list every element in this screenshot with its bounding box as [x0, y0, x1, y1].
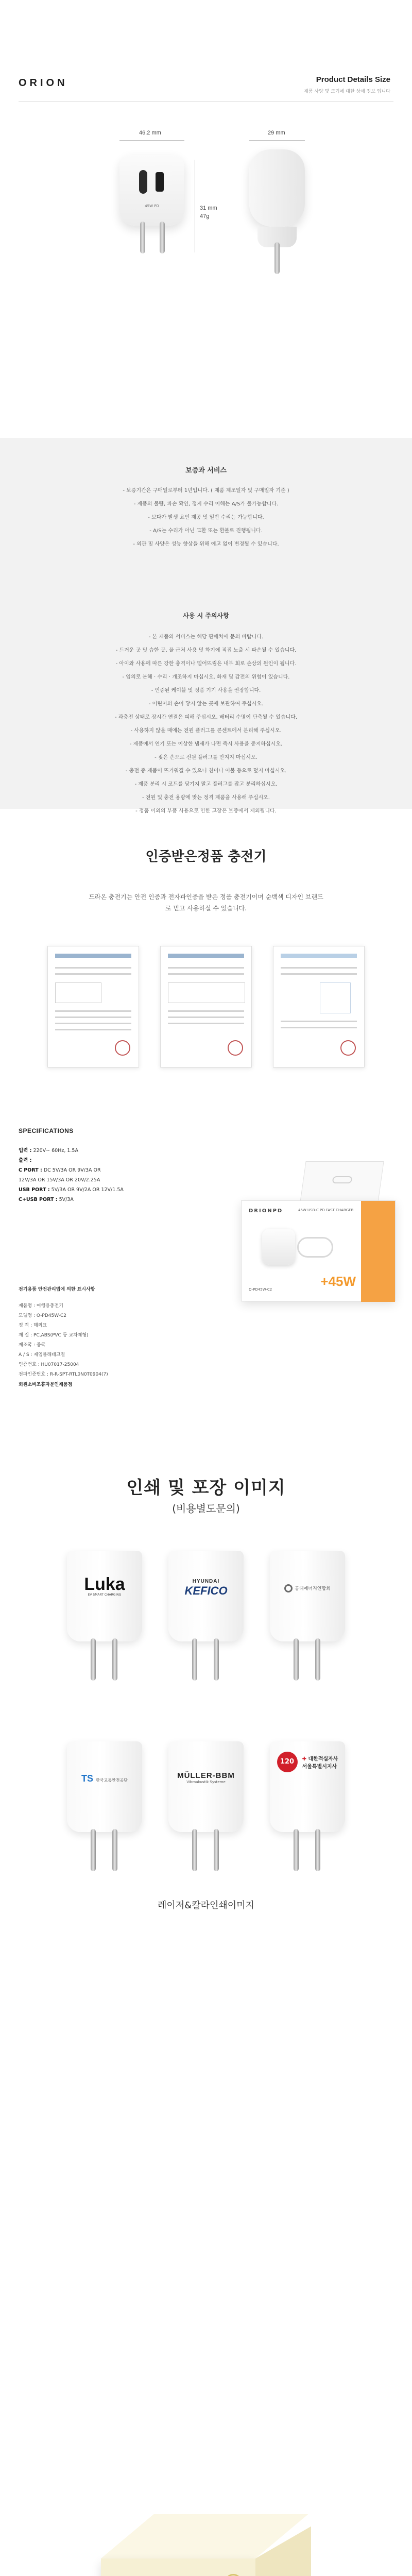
- organization-logo-icon: [284, 1584, 293, 1592]
- gift-box-image: [101, 2514, 311, 2576]
- caution-item: - 어린이의 손이 닿지 않는 곳에 보관하여 주십시오.: [148, 701, 264, 707]
- charger-body: [168, 1741, 244, 1832]
- doc-line: [168, 967, 244, 969]
- print-sample-kefico: [162, 1551, 250, 1690]
- print-logo: [168, 1771, 244, 1784]
- plug-pin: [294, 1829, 299, 1871]
- specifications: [19, 1127, 188, 1205]
- specifications-title: SPECIFICATIONS: [19, 1127, 74, 1134]
- doc-header-bar: [55, 954, 131, 958]
- ts-logo: TS: [81, 1773, 94, 1784]
- red-cross-icon: ✚: [302, 1756, 307, 1762]
- muller-subtext: Vibroakustik Systeme: [186, 1780, 226, 1784]
- package-product-type: 45W USB-C PD FAST CHARGER: [298, 1208, 354, 1212]
- caution-item: - 사용하지 않을 때에는 전원 플러그를 콘센트에서 분리해 주십시오.: [130, 728, 282, 734]
- width-label: 46.2 mm: [139, 130, 161, 136]
- package-model: O-PD45W-C2: [249, 1287, 272, 1292]
- plug-pin: [112, 1638, 117, 1681]
- caution-item: - 아이와 사용에 따른 강한 충격이나 떨어뜨림은 내부 회로 손상의 원인이 됩니다.: [115, 661, 297, 667]
- caution-item: - 과충전 상태로 장시간 연결은 피해 주십시오. 배터리 수명이 단축될 수 있습니다.: [114, 715, 298, 720]
- spec-value: 12V/3A OR 15V/3A OR 20V/2.25A: [19, 1177, 100, 1183]
- package-box: [241, 1200, 396, 1301]
- certification-title: 인증받은정품 충전기: [145, 849, 267, 865]
- kc-heading: 전기용품 안전관리법에 의한 표시사항: [19, 1287, 95, 1292]
- warranty-item: - A/S는 수리가 아닌 교환 또는 환불로 진행됩니다.: [149, 528, 263, 534]
- warranty-notice: [0, 438, 412, 814]
- kc-row: 모델명 : O-PD45W-C2: [19, 1313, 67, 1318]
- caution-item: - 정품 이외의 부품 사용으로 인한 고장은 보증에서 제외됩니다.: [135, 808, 277, 814]
- spec-label: 출력 :: [19, 1158, 32, 1163]
- package-wattage: +45W: [320, 1274, 356, 1289]
- printing-title: 인쇄 및 포장 이미지: [126, 1478, 286, 1498]
- warranty-item: - 외관 및 사양은 성능 향상을 위해 예고 없이 변경될 수 있습니다.: [133, 541, 279, 547]
- product-details-title: Product Details Size: [316, 75, 390, 84]
- hang-hole: [332, 1176, 353, 1183]
- kefico-logo: KEFICO: [184, 1584, 228, 1597]
- doc-header-bar: [168, 954, 244, 958]
- brand-logo: ORION: [19, 77, 68, 89]
- doc-line: [55, 967, 131, 969]
- doc-emblem: [320, 982, 351, 1013]
- anniversary-badge: 120: [277, 1752, 298, 1772]
- doc-header-bar: [281, 954, 357, 958]
- print-logo: [270, 1583, 345, 1592]
- doc-line: [281, 1027, 357, 1028]
- organization-text: 공대에너지연합회: [295, 1586, 331, 1591]
- weight-label: 47g: [200, 213, 210, 219]
- spec-value: 220V~ 60Hz, 1.5A: [33, 1148, 78, 1154]
- redcross-line1: 대한적십자사: [308, 1756, 338, 1762]
- gift-box-front: [101, 2558, 255, 2576]
- print-sample-muller: [162, 1741, 250, 1880]
- plug-pin: [214, 1829, 219, 1871]
- package-box-top: [300, 1161, 384, 1202]
- certificate-document-1: [47, 946, 139, 1067]
- charger-side-image: [249, 149, 305, 227]
- caution-item: - 젖은 손으로 전원 플러그를 만지지 마십시오.: [154, 755, 258, 760]
- doc-line: [55, 1029, 131, 1030]
- kc-row: 제품명 : 여행용충전기: [19, 1303, 64, 1309]
- doc-line: [168, 1023, 244, 1024]
- spec-label: USB PORT :: [19, 1187, 50, 1193]
- doc-line: [281, 1021, 357, 1022]
- muller-logo: MÜLLER-BBM: [177, 1771, 235, 1780]
- caution-item: - 인증된 케이블 및 정품 기기 사용을 권장합니다.: [151, 688, 261, 693]
- kc-row: A / S : 제임플래테크컬: [19, 1352, 65, 1358]
- caution-list: [57, 631, 355, 818]
- doc-stamp: [228, 1040, 243, 1056]
- certificate-document-2: [160, 946, 252, 1067]
- plug-pin: [112, 1829, 117, 1871]
- caution-item: - 전원 및 충전 용량에 맞는 정격 제품을 사용해 주십시오.: [142, 795, 270, 801]
- redcross-line2: 서울특별시지사: [302, 1764, 337, 1770]
- redcross-text: [302, 1754, 338, 1770]
- plug-pin: [91, 1638, 96, 1681]
- print-sample-energy: [264, 1551, 351, 1690]
- doc-line: [281, 973, 357, 975]
- plug-pin: [315, 1829, 320, 1871]
- plug-pin: [91, 1829, 96, 1871]
- caution-item: - 충전 중 제품이 뜨거워질 수 있으니 천이나 이불 등으로 덮지 마십시오.: [125, 768, 287, 774]
- print-logo: [168, 1579, 244, 1598]
- depth-label: 29 mm: [268, 130, 285, 136]
- spec-value: DC 5V/3A OR 9V/3A OR: [43, 1167, 101, 1173]
- spec-label: 입력 :: [19, 1148, 32, 1154]
- spec-row: [19, 1185, 188, 1195]
- plug-pin-left: [140, 222, 145, 253]
- doc-stamp: [115, 1040, 130, 1056]
- usb-c-port: [139, 170, 147, 194]
- plug-pin: [192, 1829, 197, 1871]
- plug-pin-right: [160, 222, 165, 253]
- doc-line: [55, 973, 131, 975]
- doc-line: [55, 1016, 131, 1018]
- print-logo: [270, 1752, 345, 1772]
- kc-row: 전파인증번호 : R-R-SPT-RTL0N0T0904(7): [19, 1372, 108, 1377]
- doc-line: [55, 1023, 131, 1024]
- spec-row: [19, 1156, 188, 1165]
- caution-item: - 본 제품의 서비스는 해당 판매처에 문의 바랍니다.: [148, 634, 264, 640]
- package-brand: DRIONPD: [249, 1208, 283, 1214]
- kc-row: 정 격 : 해외표: [19, 1323, 47, 1328]
- kc-information: [19, 1285, 188, 1387]
- depth-guide: [249, 140, 305, 141]
- doc-line: [55, 1010, 131, 1012]
- warranty-title: 보증과 서비스: [185, 467, 227, 474]
- luka-logo: Luka: [84, 1574, 125, 1594]
- caution-item: - 제품 분리 시 코드를 당기지 말고 플러그를 잡고 분리하십시오.: [134, 782, 278, 787]
- product-dimensions: [0, 118, 412, 428]
- doc-stamp: [340, 1040, 356, 1056]
- doc-table: [55, 982, 101, 1003]
- spec-label: C PORT :: [19, 1167, 42, 1173]
- doc-line: [168, 1010, 244, 1012]
- luka-subtext: EV SMART CHARGING: [88, 1593, 122, 1597]
- package-charger-image: [262, 1229, 295, 1265]
- charger-front-label: 45W PD: [145, 204, 159, 208]
- spec-row: [19, 1175, 188, 1185]
- charger-front-image: [119, 155, 184, 226]
- warranty-item: - 보다가 발생 요인 제공 및 일반 수리는 가능합니다.: [148, 515, 264, 520]
- ts-text: 한국교통안전공단: [96, 1778, 128, 1783]
- usb-a-port: [156, 172, 164, 192]
- certificate-document-3: [273, 946, 365, 1067]
- spec-row: [19, 1165, 188, 1175]
- warranty-item: - 보증기간은 구매일로부터 1년입니다. ( 제품 제조일자 및 구매일자 기준 ): [123, 488, 289, 494]
- kc-row: 인증번호 : HU07017-25004: [19, 1362, 79, 1367]
- package-orange-panel: [361, 1201, 395, 1302]
- warranty-list: [57, 484, 355, 551]
- print-logo: [67, 1773, 142, 1784]
- spec-row: [19, 1195, 188, 1205]
- page-header: [0, 0, 412, 118]
- charger-body: [67, 1741, 142, 1832]
- warranty-item: - 제품의 불량, 파손 확인, 정지 수리 이해는 A/S가 불가능합니다.: [133, 501, 279, 507]
- doc-line: [168, 973, 244, 975]
- caution-item: - 드거운 곳 및 습한 곳, 물 근처 사용 및 화기에 직접 노출 시 파손될 수 있습니다.: [115, 648, 297, 653]
- doc-table: [168, 982, 245, 1003]
- doc-line: [281, 967, 357, 969]
- kc-footer: 회원소비조휴자문인제품점: [19, 1382, 73, 1387]
- printing-subtitle: (비용별도문의): [172, 1502, 240, 1515]
- spec-label: C+USB PORT :: [19, 1197, 58, 1202]
- plug-pin: [294, 1638, 299, 1681]
- height-label: 31 mm: [200, 205, 217, 211]
- caution-title: 사용 시 주의사항: [183, 612, 229, 619]
- print-sample-redcross: [264, 1741, 351, 1880]
- spec-value: 5V/3A: [59, 1197, 74, 1202]
- plug-pin: [315, 1638, 320, 1681]
- side-plug-pin: [274, 242, 280, 274]
- caution-item: - 임의로 분해 · 수리 · 개조하지 마십시오. 화재 및 감전의 위험이 있습니다.: [122, 674, 290, 680]
- plug-pin: [214, 1638, 219, 1681]
- plug-pin: [192, 1638, 197, 1681]
- hyundai-text: HYUNDAI: [192, 1579, 220, 1584]
- spec-row: [19, 1146, 188, 1156]
- doc-line: [168, 1016, 244, 1018]
- print-sample-ts: [61, 1741, 148, 1880]
- kc-row: 재 질 : PC,ABS(PVC 등 교차제형): [19, 1333, 89, 1338]
- print-logo: [67, 1575, 142, 1597]
- kc-row: 제조국 : 중국: [19, 1343, 46, 1348]
- caution-item: - 제품에서 연기 또는 이상한 냄새가 나면 즉시 사용을 중지하십시오.: [129, 741, 283, 747]
- certification-description: 드라온 충전기는 안전 인증과 전자파인증을 받은 정품 충전기이며 순백색 디자인 브랜드로 믿고 사용하실 수 있습니다.: [89, 893, 323, 912]
- package-cable-image: [297, 1237, 333, 1258]
- pattern-motif: [225, 2574, 242, 2576]
- laser-print-caption: 레이저&칼라인쇄이미지: [158, 1900, 254, 1911]
- product-details-subtitle: 제품 사양 및 크기에 대한 상세 정보 입니다: [304, 89, 390, 94]
- width-guide: [119, 140, 184, 141]
- charger-body: [270, 1551, 345, 1641]
- spec-value: 5V/3A OR 9V/2A OR 12V/1.5A: [51, 1187, 124, 1193]
- print-sample-luka: [61, 1551, 148, 1690]
